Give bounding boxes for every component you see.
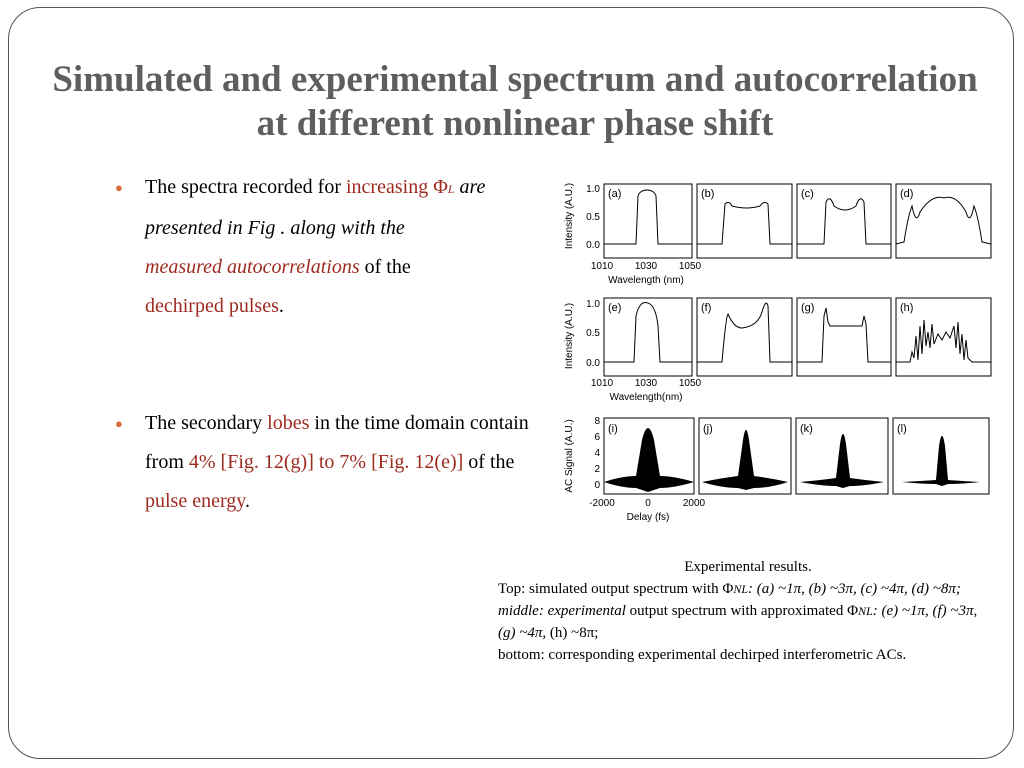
panel-c-curve bbox=[797, 199, 891, 244]
panel-d-label: (d) bbox=[900, 188, 914, 200]
row1-ytick-3: 0.0 bbox=[586, 240, 600, 251]
figure-svg bbox=[562, 176, 1002, 526]
figure-caption bbox=[498, 556, 998, 666]
bullet1-text-d: measured autocorrelations bbox=[145, 256, 360, 278]
panel-j-trace bbox=[702, 430, 788, 490]
panel-l-label: (l) bbox=[897, 423, 907, 435]
caption-middle-text-d: (h) ~8π; bbox=[549, 625, 599, 641]
caption-middle bbox=[498, 600, 998, 644]
bullet1-text-f: dechirped pulses bbox=[145, 295, 279, 317]
panel-g-curve bbox=[797, 308, 891, 362]
caption-middle-text-a: middle: experimental bbox=[498, 603, 626, 619]
bullet2-text-a: The secondary bbox=[145, 412, 268, 434]
bullet-dot-icon: ● bbox=[115, 180, 123, 195]
bullet-dot-icon: ● bbox=[115, 416, 123, 431]
row1-ytick-1: 1.0 bbox=[586, 184, 600, 195]
bullet-list bbox=[115, 168, 555, 521]
caption-top-text-b: : (a) ~1π, (b) ~3π, (c) ~4π, (d) ~8π; bbox=[748, 581, 961, 597]
spectrum-autocorrelation-figure bbox=[562, 176, 1002, 526]
row3-ylabel: AC Signal (A.U.) bbox=[564, 419, 575, 493]
row1-ytick-2: 0.5 bbox=[586, 212, 600, 223]
bullet1-text-b: increasing bbox=[346, 176, 434, 198]
row3-xtick-3: 2000 bbox=[682, 498, 706, 509]
row1-xtick-2: 1030 bbox=[634, 261, 658, 272]
panel-b-curve bbox=[697, 202, 792, 244]
row2-xtick-2: 1030 bbox=[634, 378, 658, 389]
bullet1-text-e: of the bbox=[359, 256, 411, 278]
caption-top-text-a: Top: simulated output spectrum with bbox=[498, 581, 723, 597]
caption-bottom: bottom: corresponding experimental dechirped interferometric ACs. bbox=[498, 647, 907, 663]
caption-middle-phi: Φ bbox=[847, 603, 859, 619]
row2-xtick-1: 1010 bbox=[590, 378, 614, 389]
caption-top-phi: Φ bbox=[722, 581, 734, 597]
panel-b-label: (b) bbox=[701, 188, 715, 200]
panel-k-trace bbox=[800, 434, 884, 488]
row2-xtick-3: 1050 bbox=[678, 378, 702, 389]
row3-ytick-3: 4 bbox=[594, 448, 600, 459]
panel-j-label: (j) bbox=[703, 423, 713, 435]
row1-xlabel: Wavelength (nm) bbox=[608, 275, 684, 286]
row1-xtick-3: 1050 bbox=[678, 261, 702, 272]
panel-k-label: (k) bbox=[800, 423, 813, 435]
panel-e-label: (e) bbox=[608, 302, 622, 314]
row3-xtick-1: -2000 bbox=[589, 498, 615, 509]
row3-ytick-2: 6 bbox=[594, 432, 600, 443]
panel-h-curve bbox=[896, 320, 991, 362]
bullet1-phi-sub: L bbox=[447, 182, 455, 196]
bullet1-text-g: . bbox=[278, 295, 284, 317]
row2-ylabel: Intensity (A.U.) bbox=[564, 302, 575, 370]
row3-xtick-2: 0 bbox=[645, 498, 651, 509]
panel-g-label: (g) bbox=[801, 302, 815, 314]
caption-middle-nl: NL bbox=[858, 604, 873, 618]
bullet2-text-d: 4% [Fig. 12(g)] to 7% [Fig. 12(e)] bbox=[188, 451, 464, 473]
caption-top bbox=[498, 578, 998, 600]
panel-i-label: (i) bbox=[608, 423, 618, 435]
bullet2-text-f: pulse energy bbox=[145, 490, 245, 512]
row1-xtick-1: 1010 bbox=[590, 261, 614, 272]
row2-ytick-1: 1.0 bbox=[586, 299, 600, 310]
row3-ytick-5: 0 bbox=[594, 480, 600, 491]
caption-middle-text-c: : (e) ~1π, (f) ~3π, (g) ~4π, bbox=[498, 603, 978, 641]
row3-ytick-4: 2 bbox=[594, 464, 600, 475]
bullet2-text-g: . bbox=[244, 490, 250, 512]
panel-a-label: (a) bbox=[608, 188, 622, 200]
caption-middle-text-b: output spectrum with approximated bbox=[625, 603, 848, 619]
row2-xlabel: Wavelength(nm) bbox=[609, 392, 683, 403]
row2-ytick-2: 0.5 bbox=[586, 328, 600, 339]
bullet-item-1 bbox=[115, 168, 555, 326]
bullet2-text-c: in the time domain contain from bbox=[145, 412, 529, 473]
bullet2-text-b: lobes bbox=[267, 412, 310, 434]
row2-ytick-3: 0.0 bbox=[586, 358, 600, 369]
row3-ytick-1: 8 bbox=[594, 416, 600, 427]
bullet-item-2 bbox=[115, 404, 555, 521]
panel-h-label: (h) bbox=[900, 302, 914, 314]
panel-l-trace bbox=[902, 436, 980, 486]
panel-f-label: (f) bbox=[701, 302, 712, 314]
caption-line1: Experimental results. bbox=[684, 559, 812, 575]
panel-d-curve bbox=[896, 197, 991, 244]
bullet1-text-c: are presented in Fig . along with the bbox=[145, 176, 486, 239]
bullet1-text-a: The spectra recorded for bbox=[145, 176, 346, 198]
slide-title: Simulated and experimental spectrum and autocorrelation at different nonlinear phase shift bbox=[52, 59, 978, 144]
row1-ylabel: Intensity (A.U.) bbox=[564, 182, 575, 250]
panel-i-trace bbox=[604, 428, 694, 492]
bullet2-text-e: of the bbox=[463, 451, 515, 473]
panel-c-label: (c) bbox=[801, 188, 814, 200]
caption-top-nl: NL bbox=[733, 582, 748, 596]
row3-xlabel: Delay (fs) bbox=[626, 512, 670, 523]
bullet1-phi: Φ bbox=[433, 176, 448, 198]
